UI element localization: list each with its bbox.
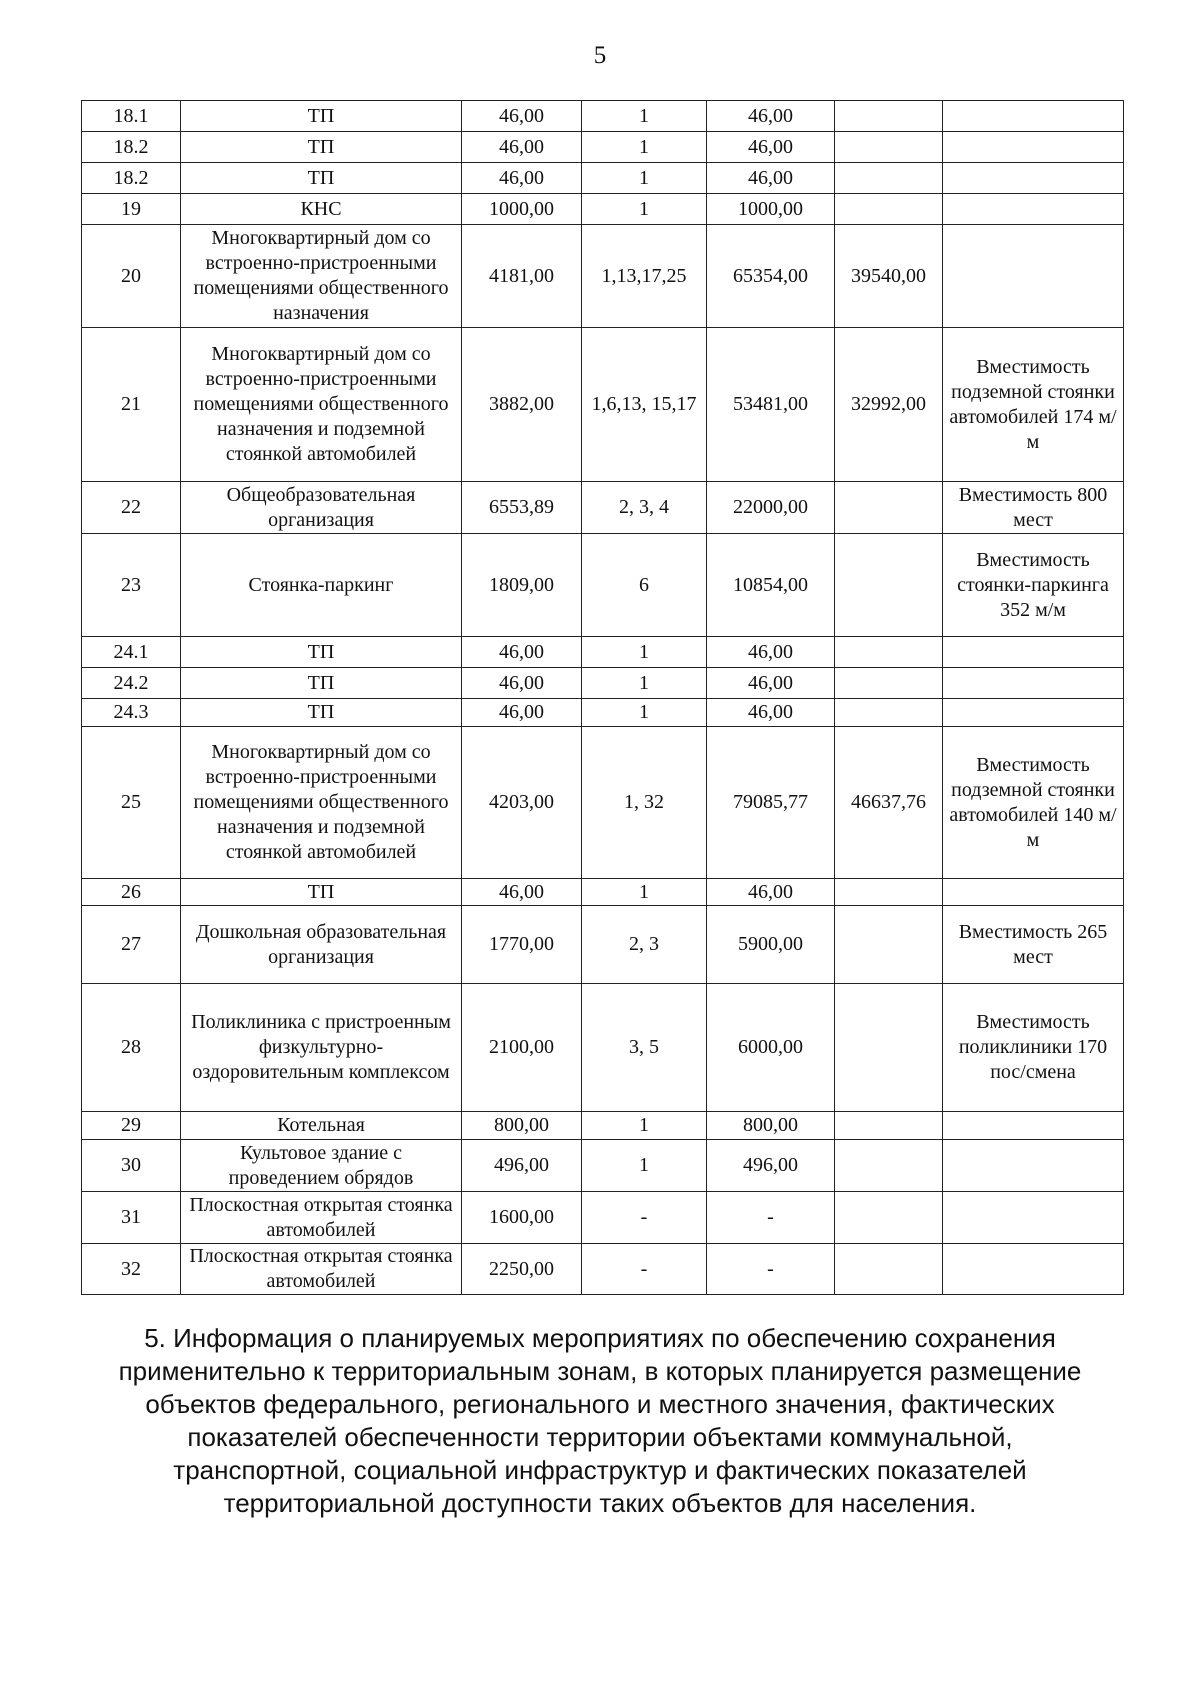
- cell-object-name: Дошкольная образовательная организация: [181, 906, 462, 984]
- cell-residential-area: [835, 534, 943, 637]
- cell-row-number: 25: [82, 727, 181, 879]
- cell-total-area: 1000,00: [707, 194, 835, 225]
- table-row: [82, 194, 1124, 225]
- cell-row-number: 21: [82, 328, 181, 482]
- cell-row-number: 22: [82, 482, 181, 534]
- cell-area: 4181,00: [462, 225, 582, 328]
- table-row: [82, 1192, 1124, 1244]
- cell-notes: [943, 132, 1124, 163]
- cell-area: 3882,00: [462, 328, 582, 482]
- cell-object-name: Поликлиника с пристроенным физкультурно-оздоровительным комплексом: [181, 984, 462, 1112]
- cell-area: 6553,89: [462, 482, 582, 534]
- cell-row-number: 24.3: [82, 699, 181, 727]
- cell-notes: Вместимость подземной стоянки автомобилей 174 м/м: [943, 328, 1124, 482]
- cell-object-name: Многоквартирный дом со встроенно-пристроенными помещениями общественного назначения: [181, 225, 462, 328]
- cell-notes: [943, 1244, 1124, 1295]
- cell-floors: 1: [582, 1112, 707, 1140]
- cell-total-area: 65354,00: [707, 225, 835, 328]
- cell-area: 46,00: [462, 637, 582, 668]
- table-row: [82, 534, 1124, 637]
- cell-object-name: ТП: [181, 699, 462, 727]
- cell-notes: [943, 163, 1124, 194]
- cell-row-number: 26: [82, 879, 181, 906]
- cell-total-area: 496,00: [707, 1140, 835, 1192]
- cell-floors: 1: [582, 879, 707, 906]
- cell-object-name: Общеобразовательная организация: [181, 482, 462, 534]
- cell-floors: 2, 3, 4: [582, 482, 707, 534]
- cell-total-area: 10854,00: [707, 534, 835, 637]
- cell-total-area: 22000,00: [707, 482, 835, 534]
- cell-total-area: 46,00: [707, 668, 835, 699]
- cell-residential-area: [835, 1192, 943, 1244]
- cell-object-name: ТП: [181, 637, 462, 668]
- cell-residential-area: [835, 879, 943, 906]
- cell-area: 1770,00: [462, 906, 582, 984]
- cell-floors: 1: [582, 194, 707, 225]
- cell-area: 46,00: [462, 132, 582, 163]
- cell-area: 496,00: [462, 1140, 582, 1192]
- cell-residential-area: [835, 699, 943, 727]
- cell-total-area: -: [707, 1244, 835, 1295]
- cell-notes: Вместимость 800 мест: [943, 482, 1124, 534]
- cell-notes: [943, 637, 1124, 668]
- cell-notes: [943, 194, 1124, 225]
- cell-total-area: 46,00: [707, 637, 835, 668]
- cell-floors: 1: [582, 132, 707, 163]
- cell-area: 46,00: [462, 101, 582, 132]
- table-row: [82, 132, 1124, 163]
- cell-floors: -: [582, 1244, 707, 1295]
- cell-floors: 6: [582, 534, 707, 637]
- cell-residential-area: [835, 194, 943, 225]
- cell-object-name: Культовое здание с проведением обрядов: [181, 1140, 462, 1192]
- cell-floors: 3, 5: [582, 984, 707, 1112]
- cell-floors: 2, 3: [582, 906, 707, 984]
- cell-row-number: 30: [82, 1140, 181, 1192]
- cell-object-name: Стоянка-паркинг: [181, 534, 462, 637]
- cell-object-name: Плоскостная открытая стоянка автомобилей: [181, 1244, 462, 1295]
- cell-notes: [943, 668, 1124, 699]
- cell-residential-area: 32992,00: [835, 328, 943, 482]
- cell-floors: 1,6,13, 15,17: [582, 328, 707, 482]
- cell-residential-area: [835, 906, 943, 984]
- cell-object-name: Котельная: [181, 1112, 462, 1140]
- cell-row-number: 24.2: [82, 668, 181, 699]
- cell-row-number: 32: [82, 1244, 181, 1295]
- cell-residential-area: [835, 1244, 943, 1295]
- table-row: [82, 101, 1124, 132]
- cell-notes: [943, 699, 1124, 727]
- objects-table: [81, 100, 1124, 1295]
- cell-area: 4203,00: [462, 727, 582, 879]
- cell-row-number: 31: [82, 1192, 181, 1244]
- cell-notes: [943, 101, 1124, 132]
- cell-total-area: 46,00: [707, 879, 835, 906]
- cell-notes: Вместимость 265 мест: [943, 906, 1124, 984]
- cell-row-number: 23: [82, 534, 181, 637]
- cell-notes: Вместимость подземной стоянки автомобилей 140 м/м: [943, 727, 1124, 879]
- cell-total-area: 53481,00: [707, 328, 835, 482]
- cell-row-number: 18.2: [82, 163, 181, 194]
- table-row: [82, 699, 1124, 727]
- cell-total-area: 79085,77: [707, 727, 835, 879]
- cell-area: 1000,00: [462, 194, 582, 225]
- cell-object-name: Многоквартирный дом со встроенно-пристроенными помещениями общественного назначения и подземной стоянкой автомобилей: [181, 727, 462, 879]
- cell-row-number: 18.2: [82, 132, 181, 163]
- cell-row-number: 27: [82, 906, 181, 984]
- cell-residential-area: 46637,76: [835, 727, 943, 879]
- cell-residential-area: [835, 482, 943, 534]
- cell-area: 2250,00: [462, 1244, 582, 1295]
- section-5-heading: 5. Информация о планируемых мероприятиях по обеспечению сохранения применительно к территориальным зонам, в которых планируется размещение объектов федерального, регионального и местного значения, фактических показателей обеспеченности территории объектами коммунальной, транспортной, социальной инфраструктур и фактических показателей территориальной доступности таких объектов для населения.: [118, 1323, 1082, 1518]
- cell-object-name: КНС: [181, 194, 462, 225]
- cell-total-area: 6000,00: [707, 984, 835, 1112]
- cell-area: 1809,00: [462, 534, 582, 637]
- cell-residential-area: [835, 1112, 943, 1140]
- cell-object-name: Многоквартирный дом со встроенно-пристроенными помещениями общественного назначения и подземной стоянкой автомобилей: [181, 328, 462, 482]
- cell-residential-area: [835, 637, 943, 668]
- cell-row-number: 29: [82, 1112, 181, 1140]
- cell-object-name: ТП: [181, 668, 462, 699]
- cell-notes: Вместимость стоянки-паркинга 352 м/м: [943, 534, 1124, 637]
- cell-area: 800,00: [462, 1112, 582, 1140]
- cell-total-area: 5900,00: [707, 906, 835, 984]
- cell-row-number: 18.1: [82, 101, 181, 132]
- cell-residential-area: [835, 132, 943, 163]
- table-row: [82, 879, 1124, 906]
- cell-row-number: 28: [82, 984, 181, 1112]
- table-row: [82, 668, 1124, 699]
- cell-object-name: ТП: [181, 132, 462, 163]
- cell-area: 2100,00: [462, 984, 582, 1112]
- table-row: [82, 225, 1124, 328]
- cell-residential-area: [835, 668, 943, 699]
- cell-total-area: -: [707, 1192, 835, 1244]
- cell-floors: 1: [582, 163, 707, 194]
- table-row: [82, 1244, 1124, 1295]
- cell-object-name: ТП: [181, 101, 462, 132]
- cell-notes: [943, 225, 1124, 328]
- cell-floors: 1: [582, 637, 707, 668]
- cell-total-area: 46,00: [707, 101, 835, 132]
- cell-notes: [943, 1192, 1124, 1244]
- cell-total-area: 800,00: [707, 1112, 835, 1140]
- cell-notes: [943, 1140, 1124, 1192]
- table-row: [82, 1112, 1124, 1140]
- table-row: [82, 163, 1124, 194]
- cell-total-area: 46,00: [707, 163, 835, 194]
- cell-floors: 1: [582, 668, 707, 699]
- cell-residential-area: [835, 101, 943, 132]
- table-row: [82, 328, 1124, 482]
- cell-object-name: ТП: [181, 163, 462, 194]
- table-row: [82, 637, 1124, 668]
- cell-row-number: 20: [82, 225, 181, 328]
- cell-area: 1600,00: [462, 1192, 582, 1244]
- cell-area: 46,00: [462, 163, 582, 194]
- cell-floors: 1, 32: [582, 727, 707, 879]
- cell-object-name: Плоскостная открытая стоянка автомобилей: [181, 1192, 462, 1244]
- cell-floors: 1: [582, 1140, 707, 1192]
- cell-residential-area: 39540,00: [835, 225, 943, 328]
- table-row: [82, 1140, 1124, 1192]
- cell-residential-area: [835, 163, 943, 194]
- table-row: [82, 482, 1124, 534]
- cell-residential-area: [835, 1140, 943, 1192]
- cell-object-name: ТП: [181, 879, 462, 906]
- cell-area: 46,00: [462, 668, 582, 699]
- cell-notes: [943, 1112, 1124, 1140]
- cell-area: 46,00: [462, 879, 582, 906]
- cell-residential-area: [835, 984, 943, 1112]
- cell-floors: 1,13,17,25: [582, 225, 707, 328]
- cell-floors: -: [582, 1192, 707, 1244]
- cell-floors: 1: [582, 699, 707, 727]
- table-row: [82, 906, 1124, 984]
- cell-area: 46,00: [462, 699, 582, 727]
- cell-floors: 1: [582, 101, 707, 132]
- table-row: [82, 727, 1124, 879]
- cell-notes: [943, 879, 1124, 906]
- cell-notes: Вместимость поликлиники 170 пос/смена: [943, 984, 1124, 1112]
- cell-row-number: 19: [82, 194, 181, 225]
- cell-row-number: 24.1: [82, 637, 181, 668]
- cell-total-area: 46,00: [707, 132, 835, 163]
- cell-total-area: 46,00: [707, 699, 835, 727]
- table-body: [82, 101, 1124, 1295]
- page-number: 5: [593, 42, 607, 69]
- table-row: [82, 984, 1124, 1112]
